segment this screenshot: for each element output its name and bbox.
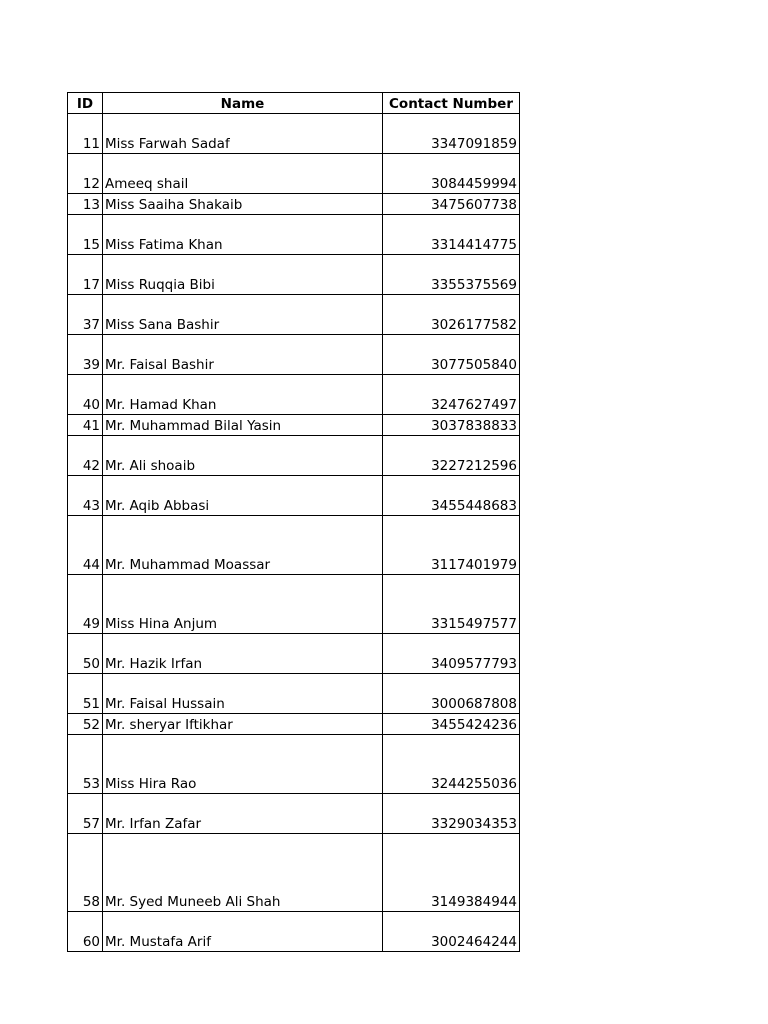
- table-row: [68, 436, 520, 476]
- cell-id: 39: [68, 335, 103, 375]
- cell-contact-number: 3347091859: [383, 114, 520, 154]
- cell-id: 52: [68, 714, 103, 735]
- header-name: Name: [103, 93, 383, 114]
- table-row: [68, 255, 520, 295]
- cell-contact-number: 3409577793: [383, 634, 520, 674]
- cell-id: 51: [68, 674, 103, 714]
- table-row: [68, 516, 520, 575]
- cell-id: 57: [68, 794, 103, 834]
- cell-contact-number: 3117401979: [383, 516, 520, 575]
- cell-name: Mr. sheryar Iftikhar: [103, 714, 383, 735]
- cell-contact-number: 3037838833: [383, 415, 520, 436]
- cell-contact-number: 3455448683: [383, 476, 520, 516]
- cell-contact-number: 3084459994: [383, 154, 520, 194]
- cell-contact-number: 3026177582: [383, 295, 520, 335]
- cell-id: 15: [68, 215, 103, 255]
- header-row: [68, 93, 520, 114]
- cell-id: 37: [68, 295, 103, 335]
- cell-id: 49: [68, 575, 103, 634]
- cell-name: Mr. Faisal Bashir: [103, 335, 383, 375]
- cell-id: 58: [68, 834, 103, 912]
- cell-contact-number: 3455424236: [383, 714, 520, 735]
- cell-contact-number: 3475607738: [383, 194, 520, 215]
- cell-contact-number: 3355375569: [383, 255, 520, 295]
- cell-name: Mr. Muhammad Bilal Yasin: [103, 415, 383, 436]
- cell-name: Mr. Ali shoaib: [103, 436, 383, 476]
- cell-name: Miss Fatima Khan: [103, 215, 383, 255]
- cell-id: 17: [68, 255, 103, 295]
- cell-contact-number: 3314414775: [383, 215, 520, 255]
- cell-id: 44: [68, 516, 103, 575]
- cell-name: Mr. Irfan Zafar: [103, 794, 383, 834]
- cell-contact-number: 3077505840: [383, 335, 520, 375]
- cell-id: 53: [68, 735, 103, 794]
- table-row: [68, 575, 520, 634]
- table-row: [68, 215, 520, 255]
- cell-name: Miss Ruqqia Bibi: [103, 255, 383, 295]
- cell-contact-number: 3244255036: [383, 735, 520, 794]
- table-row: [68, 154, 520, 194]
- header-id: ID: [68, 93, 103, 114]
- cell-id: 50: [68, 634, 103, 674]
- cell-name: Mr. Mustafa Arif: [103, 912, 383, 952]
- cell-contact-number: 3002464244: [383, 912, 520, 952]
- cell-name: Mr. Hazik Irfan: [103, 634, 383, 674]
- cell-name: Miss Hina Anjum: [103, 575, 383, 634]
- table-row: [68, 714, 520, 735]
- cell-name: Miss Hira Rao: [103, 735, 383, 794]
- cell-name: Mr. Syed Muneeb Ali Shah: [103, 834, 383, 912]
- cell-id: 13: [68, 194, 103, 215]
- table-row: [68, 375, 520, 415]
- table-row: [68, 735, 520, 794]
- table-row: [68, 415, 520, 436]
- table-body: [68, 114, 520, 952]
- table-row: [68, 834, 520, 912]
- cell-contact-number: 3000687808: [383, 674, 520, 714]
- cell-name: Miss Saaiha Shakaib: [103, 194, 383, 215]
- table-row: [68, 335, 520, 375]
- cell-name: Mr. Faisal Hussain: [103, 674, 383, 714]
- cell-name: Mr. Aqib Abbasi: [103, 476, 383, 516]
- table-row: [68, 912, 520, 952]
- cell-contact-number: 3247627497: [383, 375, 520, 415]
- cell-contact-number: 3329034353: [383, 794, 520, 834]
- cell-contact-number: 3227212596: [383, 436, 520, 476]
- cell-id: 41: [68, 415, 103, 436]
- contact-table: [67, 92, 520, 952]
- cell-id: 42: [68, 436, 103, 476]
- table-row: [68, 476, 520, 516]
- cell-name: Mr. Muhammad Moassar: [103, 516, 383, 575]
- cell-name: Mr. Hamad Khan: [103, 375, 383, 415]
- cell-id: 12: [68, 154, 103, 194]
- cell-id: 40: [68, 375, 103, 415]
- table-row: [68, 194, 520, 215]
- table-row: [68, 114, 520, 154]
- cell-name: Miss Farwah Sadaf: [103, 114, 383, 154]
- cell-id: 11: [68, 114, 103, 154]
- cell-name: Ameeq shail: [103, 154, 383, 194]
- cell-id: 43: [68, 476, 103, 516]
- cell-id: 60: [68, 912, 103, 952]
- cell-name: Miss Sana Bashir: [103, 295, 383, 335]
- table-row: [68, 295, 520, 335]
- cell-contact-number: 3315497577: [383, 575, 520, 634]
- table-row: [68, 794, 520, 834]
- header-contact-number: Contact Number: [383, 93, 520, 114]
- table-row: [68, 674, 520, 714]
- table-row: [68, 634, 520, 674]
- cell-contact-number: 3149384944: [383, 834, 520, 912]
